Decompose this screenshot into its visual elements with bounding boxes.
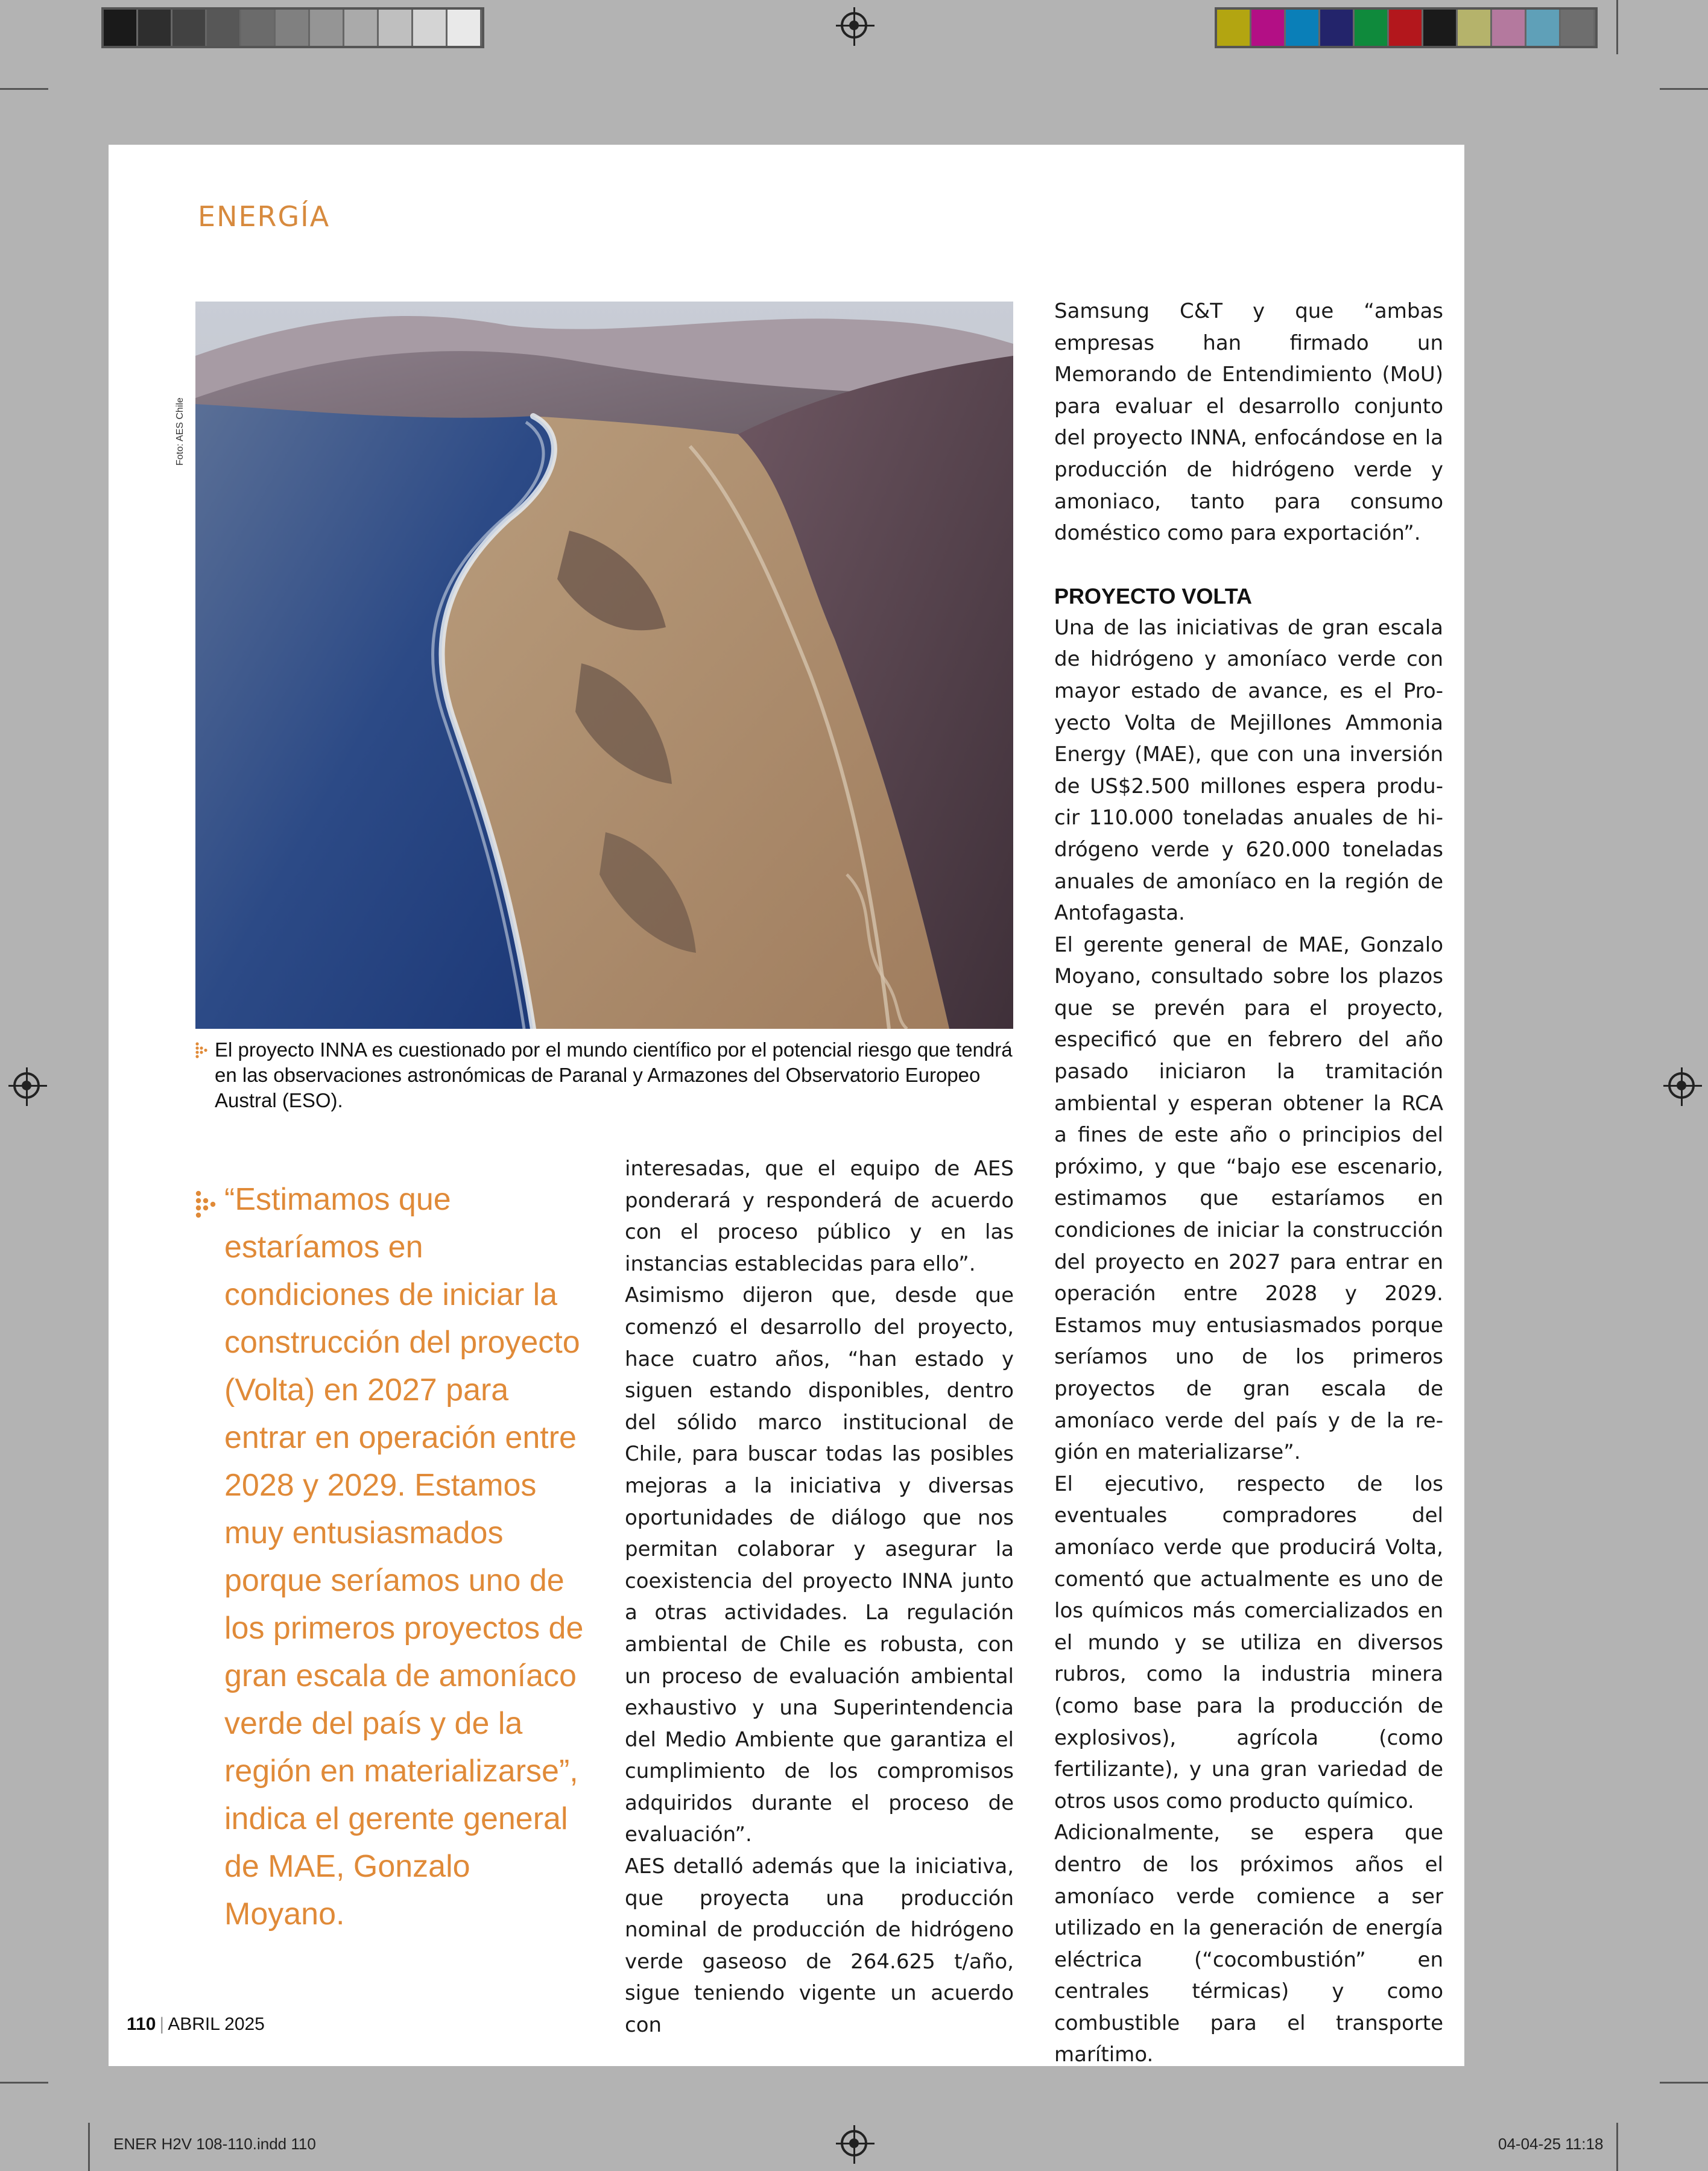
registration-mark-bottom	[841, 2130, 867, 2157]
crop-mark	[88, 2123, 90, 2171]
calibration-swatch	[207, 10, 241, 46]
photo-caption	[195, 1037, 1016, 1113]
paragraph: Asimismo dijeron que, desde que comenzó el desarrollo del proyecto, hace cuatro años, “han estado y siguen estando disponibles, dentro del sólido marco institucional de Chile, para buscar todas las posibles mejoras a la iniciativa y diversas oportunidades de diálogo que nos permitan colaborar y asegurar la coexistencia del proyecto INNA junto a otras actividades. La regulación ambiental de Chile es robusta, con un proceso de evaluación ambiental exhaustivo y una Superintendencia del Medio Ambiente que garantiza el cumplimiento de los compromisos adquiridos durante el proceso de evaluación”.	[625, 1283, 1014, 1847]
folio-separator: |	[159, 2014, 165, 2034]
photo-credit: Foto: AES Chile	[175, 397, 185, 466]
calibration-swatch	[344, 10, 379, 46]
subheading: PROYECTO VOLTA	[1054, 583, 1253, 608]
article-column-middle	[625, 1153, 1014, 2041]
calibration-swatch	[172, 10, 207, 46]
article-column-right	[1054, 295, 1443, 2071]
issue-date: ABRIL 2025	[168, 2014, 265, 2034]
paragraph: El gerente general de MAE, Gonzalo Moyano, consultado sobre los plazos que se prevén para el proyecto, especificó que en febrero del año pasado iniciaron la tramitación ambiental y esperan obtener la RCA a fines de este año o principios del próximo, y que “bajo ese escenario, estimamos que estaríamos en condiciones de iniciar la construcción del proyecto en 2027 para entrar en operación entre 2028 y 2029. Estamos muy entusiasmados porque seríamos uno de los primeros proyectos de gran escala de amoníaco verde del país y de la región en materializarse”.	[1054, 932, 1443, 1465]
calibration-swatch	[276, 10, 310, 46]
registration-mark-left	[13, 1072, 40, 1099]
calibration-swatch	[1251, 10, 1286, 46]
registration-mark-right	[1668, 1072, 1695, 1099]
pull-quote-text: “Estimamos que estaríamos en condiciones de iniciar la construcción del proyecto (Volta) en 2027 para entrar en operación entre 2028 y 2029. Estamos muy entusiasmados porque seríamos uno de los primeros proyectos de gran escala de amoníaco verde del país y de la región en materializarse”, indica el gerente general de MAE, Gonzalo Moyano.	[224, 1182, 584, 1932]
crop-mark	[1616, 0, 1618, 54]
paragraph: Samsung C&T y que “ambas empresas han firmado un Memorando de Entendimiento (MoU) para evaluar el desarrollo conjunto del proyecto INNA, enfocándose en la producción de hidrógeno verde y amoniaco, tanto para consumo doméstico como para exportación”.	[1054, 299, 1443, 546]
crop-mark	[0, 2082, 48, 2084]
calibration-swatch	[1355, 10, 1389, 46]
calibration-swatch	[1526, 10, 1561, 46]
caption-bullet-icon	[195, 1041, 210, 1066]
paragraph: El ejecutivo, respecto de los eventuales compradores del amoníaco verde que producirá Volta, comentó que actualmente es uno de los químicos más comercializados en el mundo y se utiliza en diversos rubros, como la industria minera (como base para la producción de explosivos), agrícola (como fertilizante), y una gran variedad de otros usos como producto químico.	[1054, 1471, 1443, 1813]
calibration-swatch	[138, 10, 172, 46]
magazine-page	[109, 145, 1464, 2066]
gray-calibration-bar	[101, 7, 484, 48]
calibration-swatch	[1423, 10, 1458, 46]
color-calibration-bar	[1215, 7, 1598, 48]
calibration-swatch	[1492, 10, 1526, 46]
calibration-swatch	[448, 10, 482, 46]
calibration-swatch	[1389, 10, 1423, 46]
quote-bullet-icon	[195, 1187, 220, 1234]
page-folio	[127, 2014, 265, 2035]
calibration-swatch	[1561, 10, 1595, 46]
slug-date-time: 04-04-25 11:18	[1498, 2135, 1604, 2153]
calibration-swatch	[413, 10, 448, 46]
crop-mark	[1660, 2082, 1708, 2084]
section-label: ENERGÍA	[198, 200, 331, 233]
calibration-swatch	[1458, 10, 1492, 46]
calibration-swatch	[1320, 10, 1355, 46]
paragraph: interesadas, que el equipo de AES ponderará y responderá de acuerdo con el proceso público y en las instancias establecidas para ello”.	[625, 1157, 1014, 1276]
calibration-swatch	[1217, 10, 1251, 46]
slug-file-info: ENER H2V 108-110.indd 110	[113, 2135, 316, 2153]
crop-mark	[0, 88, 48, 90]
calibration-swatch	[241, 10, 276, 46]
paragraph: Una de las iniciativas de gran escala de hidrógeno y amoníaco verde con mayor estado de avance, es el Proyecto Volta de Mejillones Ammonia Energy (MAE), que con una inversión de US$2.500 millones espera producir 110.000 toneladas anuales de hidrógeno verde y 620.000 toneladas anuales de amoníaco en la región de Antofagasta.	[1054, 615, 1443, 926]
caption-text: El proyecto INNA es cuestionado por el mundo científico por el potencial riesgo que tendrá en las observaciones astronómicas de Paranal y Armazones del Observatorio Europeo Austral (ESO).	[215, 1038, 1013, 1111]
calibration-swatch	[1286, 10, 1320, 46]
calibration-swatch	[310, 10, 344, 46]
calibration-swatch	[104, 10, 138, 46]
crop-mark	[1616, 2123, 1618, 2171]
paragraph: AES detalló además que la iniciativa, que proyecta una producción nominal de producción de hidrógeno verde gaseoso de 264.625 t/año, sigue teniendo vigente un acuerdo con	[625, 1854, 1014, 2038]
paragraph: Adicionalmente, se espera que dentro de los próximos años el amoníaco verde comience a ser utilizado en la generación de energía eléctrica (“cocombustión” en centrales térmicas) y como combustible para el transporte marítimo.	[1054, 1821, 1443, 2067]
registration-mark-top	[841, 12, 867, 39]
coastline-photo	[195, 302, 1013, 1029]
page-number: 110	[127, 2014, 156, 2034]
crop-mark	[1660, 88, 1708, 90]
calibration-swatch	[379, 10, 413, 46]
pull-quote	[195, 1176, 593, 1938]
